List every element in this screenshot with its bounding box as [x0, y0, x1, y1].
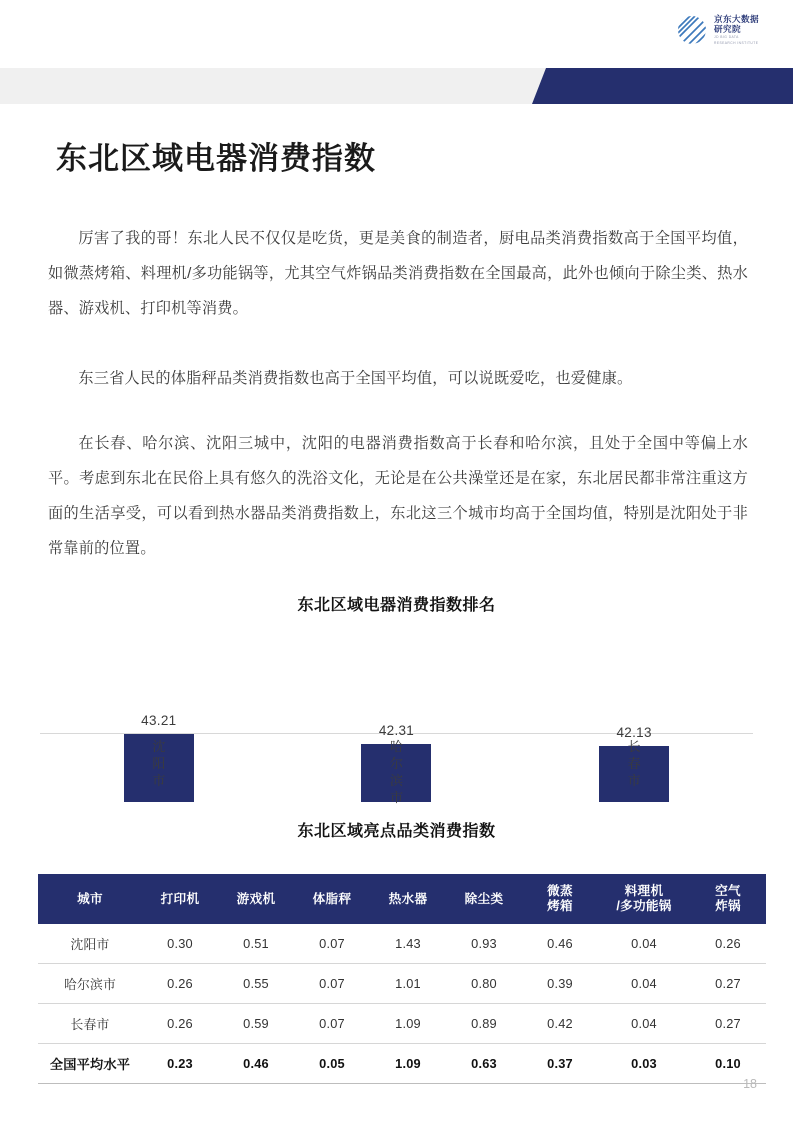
table-cell-value: 0.26	[142, 1004, 218, 1044]
bar-value-label: 42.13	[616, 725, 652, 740]
table-cell-value: 0.26	[690, 924, 766, 964]
table-cell-value: 0.42	[522, 1004, 598, 1044]
table-cell-value: 0.07	[294, 1004, 370, 1044]
table-cell-value: 0.26	[142, 964, 218, 1004]
jd-big-data-logo-icon	[677, 15, 707, 45]
table-cell-value: 0.23	[142, 1044, 218, 1084]
header-banner	[0, 68, 793, 104]
table-cell-value: 1.09	[370, 1004, 446, 1044]
table-cell-value: 0.05	[294, 1044, 370, 1084]
table-cell-value: 0.51	[218, 924, 294, 964]
table-title: 东北区域亮点品类消费指数	[297, 823, 496, 840]
table-cell-value: 0.04	[598, 1004, 690, 1044]
table-cell-value: 0.93	[446, 924, 522, 964]
bar-value-label: 42.31	[378, 723, 415, 738]
table-cell-value: 0.04	[598, 924, 690, 964]
table-cell-value: 0.10	[690, 1044, 766, 1084]
paragraph-3: 在长春、哈尔滨、沈阳三城中，沈阳的电器消费指数高于长春和哈尔滨，且处于全国中等偏上水平。考虑到东北在民俗上具有悠久的洗浴文化，无论是在公共澡堂还是在家，东北居民都非常注重这方面的生活享受，可以看到热水器品类消费指数上，东北这三个城市均高于全国均值，特别是沈阳处于非常靠前的位置。	[48, 435, 748, 557]
brand-logo	[677, 14, 759, 45]
table-header-row	[38, 874, 766, 924]
page-number: 18	[743, 1077, 757, 1091]
table-header-cell: 料理机 /多功能锅	[598, 874, 690, 924]
table-header-cell: 微蒸 烤箱	[522, 874, 598, 924]
table-cell-value: 0.80	[446, 964, 522, 1004]
table-cell-value: 0.27	[690, 1004, 766, 1044]
brand-name-cn-line2: 研究院	[714, 24, 741, 34]
brand-name-cn-line1: 京东大数据	[714, 14, 759, 24]
table-cell-value: 0.07	[294, 924, 370, 964]
table-cell-value: 0.30	[142, 924, 218, 964]
table-cell-value: 0.27	[690, 964, 766, 1004]
table-cell-value: 0.63	[446, 1044, 522, 1084]
chart-title: 东北区域电器消费指数排名	[297, 597, 496, 614]
table-cell-city: 长春市	[38, 1004, 142, 1044]
bar-column	[544, 622, 724, 802]
table-cell-value: 0.03	[598, 1044, 690, 1084]
table-cell-city: 沈阳市	[38, 924, 142, 964]
banner-navy-shape	[532, 68, 793, 104]
paragraph-1: 厉害了我的哥！东北人民不仅仅是吃货，更是美食的制造者，厨电品类消费指数高于全国平均值，如微蒸烤箱、料理机/多功能锅等，尤其空气炸锅品类消费指数在全国最高，此外也倾向于除尘类、热水器、游戏机、打印机等消费。	[48, 230, 748, 317]
consumption-index-table	[38, 874, 766, 1084]
table-cell-city: 哈尔滨市	[38, 964, 142, 1004]
brand-wordmark	[714, 14, 759, 45]
paragraph-block-3	[48, 426, 748, 566]
table-header-cell: 热水器	[370, 874, 446, 924]
table-cell-value: 0.37	[522, 1044, 598, 1084]
table-cell-value: 0.55	[218, 964, 294, 1004]
table-header-cell: 除尘类	[446, 874, 522, 924]
banner-grey-shape	[0, 68, 560, 104]
bar-column	[306, 622, 486, 805]
table-row	[38, 1004, 766, 1044]
bar-category-label: 沈阳市	[152, 739, 166, 788]
table-cell-value: 0.07	[294, 964, 370, 1004]
table-header-cell: 游戏机	[218, 874, 294, 924]
bar-value-label: 43.21	[141, 713, 177, 728]
table-header-cell: 城市	[38, 874, 142, 924]
brand-name-en-line2: RESEARCH INSTITUTE	[714, 40, 759, 45]
table-cell-value: 1.01	[370, 964, 446, 1004]
table-cell-value: 0.59	[218, 1004, 294, 1044]
table-cell-value: 0.89	[446, 1004, 522, 1044]
chart-bars-container	[40, 622, 753, 805]
bar-category-label: 哈尔滨市	[389, 739, 403, 805]
paragraph-2: 东三省人民的体脂秤品类消费指数也高于全国平均值，可以说既爱吃，也爱健康。	[78, 370, 633, 387]
table-cell-value: 0.46	[218, 1044, 294, 1084]
table-cell-value: 0.04	[598, 964, 690, 1004]
table-row	[38, 964, 766, 1004]
paragraph-block-2	[48, 361, 748, 396]
table-row	[38, 924, 766, 964]
table-cell-value: 1.43	[370, 924, 446, 964]
table-cell-city: 全国平均水平	[38, 1044, 142, 1084]
table-cell-value: 0.39	[522, 964, 598, 1004]
table-cell-value: 0.46	[522, 924, 598, 964]
brand-name-en-line1: JD BIG DATA	[714, 35, 739, 39]
table-row	[38, 1044, 766, 1084]
table-cell-value: 1.09	[370, 1044, 446, 1084]
bar-category-label: 长春市	[627, 739, 641, 788]
table-header-cell: 空气 炸锅	[690, 874, 766, 924]
bar-chart	[40, 622, 753, 805]
table-header-cell: 体脂秤	[294, 874, 370, 924]
paragraph-block-1	[48, 221, 748, 326]
page-title: 东北区域电器消费指数	[56, 141, 376, 176]
bar-column	[69, 622, 249, 802]
table-header-cell: 打印机	[142, 874, 218, 924]
